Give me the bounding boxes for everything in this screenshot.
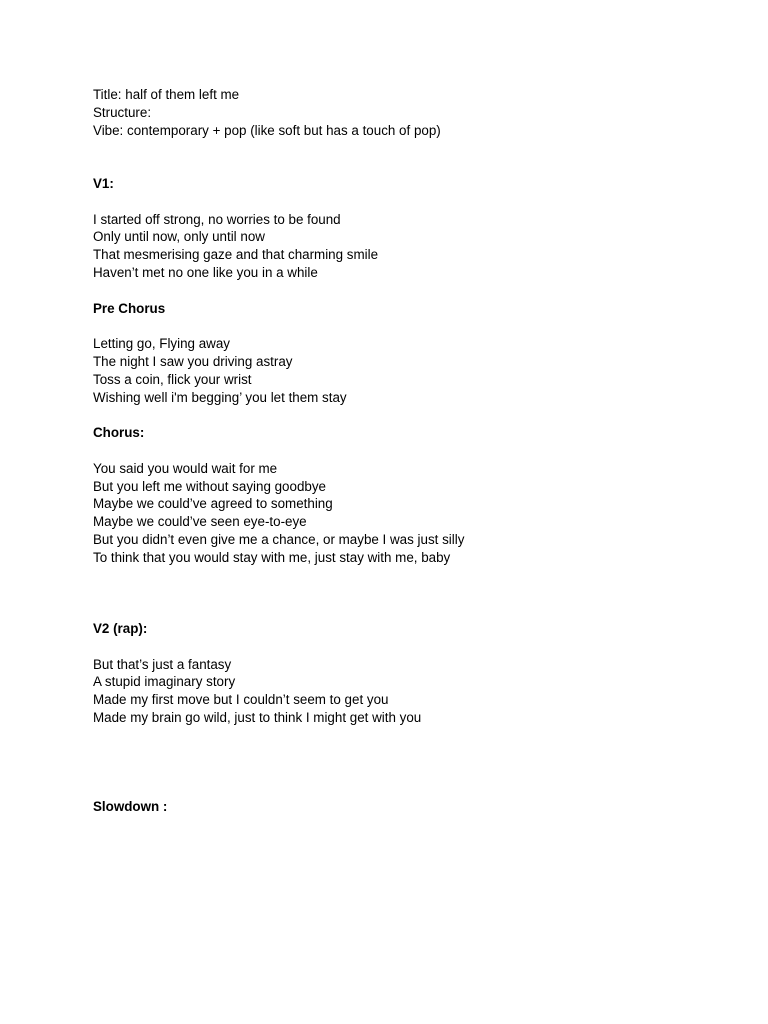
spacer [93,638,733,656]
section-heading-slowdown: Slowdown : [93,798,168,814]
section-heading-v1: V1: [93,175,114,191]
lyric-line: But you left me without saying goodbye [93,478,326,494]
spacer [93,762,733,780]
lyric-line: That mesmerising gaze and that charming smile [93,247,379,263]
lyric-line: The night I saw you driving astray [93,353,293,369]
lyric-line: Toss a coin, flick your wrist [93,371,252,387]
lyric-line: Maybe we could’ve agreed to something [93,496,333,512]
section-heading-v2: V2 (rap): [93,620,148,636]
spacer [93,602,733,620]
lyric-line: Made my first move but I couldn’t seem to get you [93,692,389,708]
lyric-line: But that’s just a fantasy [93,656,232,672]
section-heading-pre-chorus: Pre Chorus [93,300,166,316]
lyric-line: Maybe we could’ve seen eye-to-eye [93,514,307,530]
lyric-line: Only until now, only until now [93,229,265,245]
spacer [93,282,733,300]
spacer [93,727,733,745]
lyric-line: To think that you would stay with me, just stay with me, baby [93,549,451,565]
spacer [93,744,733,762]
song-structure: Structure: [93,104,152,120]
spacer [93,780,733,798]
lyric-line: But you didn’t even give me a chance, or maybe I was just silly [93,531,465,547]
lyrics-document [93,86,733,816]
song-vibe: Vibe: contemporary + pop (like soft but has a touch of pop) [93,122,441,138]
spacer [93,193,733,211]
spacer [93,317,733,335]
spacer [93,139,733,157]
spacer [93,567,733,585]
lyric-line: Wishing well i'm begging’ you let them stay [93,389,347,405]
song-title: Title: half of them left me [93,87,240,102]
lyric-line: Haven’t met no one like you in a while [93,264,318,280]
lyric-line: I started off strong, no worries to be found [93,211,341,227]
lyric-line: You said you would wait for me [93,460,278,476]
spacer [93,406,733,424]
spacer [93,157,733,175]
section-heading-chorus: Chorus: [93,425,145,441]
spacer [93,442,733,460]
lyric-line: A stupid imaginary story [93,674,236,690]
spacer [93,584,733,602]
lyric-line: Made my brain go wild, just to think I might get with you [93,709,422,725]
lyric-line: Letting go, Flying away [93,336,230,352]
